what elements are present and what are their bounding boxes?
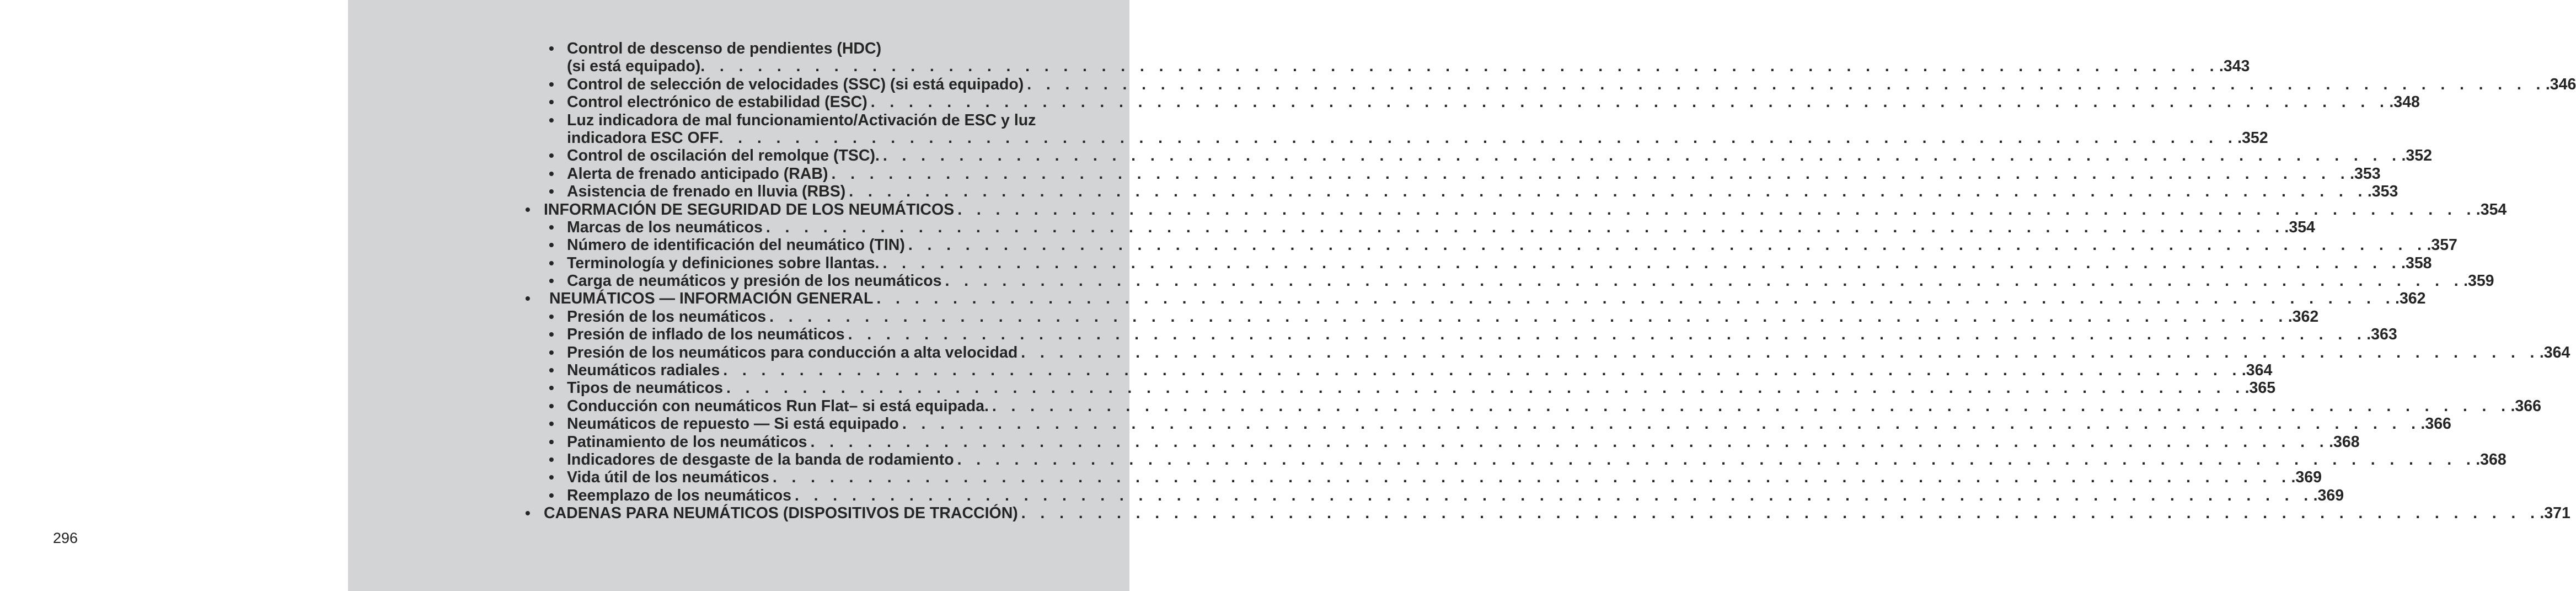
toc-entry-page: .348: [2389, 93, 2420, 111]
toc-entry-page: .346: [2545, 75, 2576, 93]
bullet-icon: •: [549, 361, 554, 379]
toc-entry[interactable]: [348, 504, 2570, 523]
dot-leader: . . . . . . . . . . . . . . . . . . . . . . . . . . . . . . . . . . . . . . . . . . . . . . . . . . . . . . . . . . . . . . . . . . . . . . . . . . . . . . . .: [831, 164, 2350, 183]
dot-leader: . . . . . . . . . . . . . . . . . . . . . . . . . . . . . . . . . . . . . . . . . . . . . . . . . . . . . . . . . . . . . . . . . . . . . . . . . . . . . . . .: [769, 307, 2288, 326]
dot-leader: . . . . . . . . . . . . . . . . . . . . . . . . . . . . . . . . . . . . . . . . . . . . . . . . . . . . . . . . . . . . . . . . . . . . . . . . . . . . . . . .: [1021, 504, 2540, 523]
dot-leader: . . . . . . . . . . . . . . . . . . . . . . . . . . . . . . . . . . . . . . . . . . . . . . . . . . . . . . . . . . . . . . . . . . . . . . . . . . . . . . . .: [795, 486, 2313, 504]
dot-leader: . . . . . . . . . . . . . . . . . . . . . . . . . . . . . . . . . . . . . . . . . . . . . . . . . . . . . . . . . . . . . . . . . . . . . . . . . . . . . . . .: [876, 290, 2396, 308]
toc-entry-label: Neumáticos de repuesto — Si está equipado: [567, 415, 899, 433]
toc-entry[interactable]: [348, 93, 2420, 111]
bullet-icon: •: [549, 254, 554, 271]
toc-entry-page: .362: [2395, 290, 2426, 308]
toc-entry-content: [567, 272, 2494, 290]
toc-entry-content: [544, 504, 2570, 523]
toc-entry-content: [549, 290, 2426, 308]
toc-entry[interactable]: [348, 164, 2381, 183]
toc-entry-page: .364: [2539, 343, 2570, 361]
toc-entry-label: Carga de neumáticos y presión de los neumáticos: [567, 272, 942, 290]
toc-entry-content: [567, 254, 2432, 272]
toc-entry-page: .343: [2219, 57, 2250, 76]
toc-entry-label: NEUMÁTICOS — INFORMACIÓN GENERAL: [549, 290, 874, 308]
dot-leader: . . . . . . . . . . . . . . . . . . . . . . . . . . . . . . . . . . . . . . . . . . . . . . . . . . . . . . . . . . . . . . . . . . . . . . . . . . . . . . . .: [765, 218, 2285, 236]
toc-entry[interactable]: [348, 307, 2319, 326]
toc-entry-page: .368: [2329, 433, 2360, 451]
toc-entry-page: .359: [2463, 272, 2494, 290]
toc-entry-label: Neumáticos radiales: [567, 361, 720, 380]
bullet-icon: •: [549, 183, 554, 200]
toc-entry-page: .366: [2420, 415, 2451, 433]
toc-entry-content: [567, 93, 2420, 111]
toc-entry-label: Marcas de los neumáticos: [567, 218, 763, 236]
bullet-icon: •: [549, 343, 554, 361]
toc-entry[interactable]: [348, 343, 2570, 361]
toc-entry[interactable]: [348, 254, 2432, 272]
toc-entry-content: [567, 397, 2541, 415]
dot-leader: . . . . . . . . . . . . . . . . . . . . . . . . . . . . . . . . . . . . . . . . . . . . . . . . . . . . . . . . . . . . . . . . . . . . . . . . . . . . . . . .: [723, 361, 2242, 380]
toc-entry-content: [567, 307, 2319, 326]
toc-entry[interactable]: [348, 397, 2541, 415]
dot-leader: . . . . . . . . . . . . . . . . . . . . . . . . . . . . . . . . . . . . . . . . . . . . . . . . . . . . . . . . . . . . . . . . . . . . . . . . . . . . . . . .: [700, 57, 2219, 76]
toc-entry-content: [567, 218, 2315, 236]
toc-entry-label: Patinamiento de los neumáticos: [567, 433, 807, 451]
toc-entry-label: Control de oscilación del remolque (TSC).: [567, 147, 880, 165]
dot-leader: . . . . . . . . . . . . . . . . . . . . . . . . . . . . . . . . . . . . . . . . . . . . . . . . . . . . . . . . . . . . . . . . . . . . . . . . . . . . . . . .: [1027, 75, 2546, 93]
bullet-icon: •: [549, 433, 554, 450]
toc-entry-content: [567, 40, 1092, 57]
bullet-icon: •: [549, 147, 554, 164]
bullet-icon: •: [549, 486, 554, 504]
dot-leader: . . . . . . . . . . . . . . . . . . . . . . . . . . . . . . . . . . . . . . . . . . . . . . . . . . . . . . . . . . . . . . . . . . . . . . . . . . . . . . . .: [1021, 343, 2540, 361]
bullet-icon: •: [549, 272, 554, 290]
toc-entry-label: Luz indicadora de mal funcionamiento/Activación de ESC y luz: [567, 111, 1036, 129]
toc-entry[interactable]: [348, 40, 1129, 57]
toc-entry-page: .368: [2476, 450, 2507, 468]
bullet-icon: •: [549, 111, 554, 129]
toc-entry-content: [567, 111, 1092, 129]
dot-leader: . . . . . . . . . . . . . . . . . . . . . . . . . . . . . . . . . . . . . . . . . . . . . . . . . . . . . . . . . . . . . . . . . . . . . . . . . . . . . . . .: [719, 129, 2238, 147]
table-of-contents: [348, 40, 2576, 523]
toc-entry-content: [567, 236, 2457, 254]
toc-entry-page: .358: [2401, 254, 2432, 272]
toc-entry[interactable]: [348, 361, 2273, 380]
toc-entry[interactable]: [348, 75, 2576, 93]
toc-entry-label: Control de selección de velocidades (SSC) (si está equipado): [567, 75, 1024, 93]
toc-entry-page: .352: [2237, 129, 2268, 147]
dot-leader: . . . . . . . . . . . . . . . . . . . . . . . . . . . . . . . . . . . . . . . . . . . . . . . . . . . . . . . . . . . . . . . . . . . . . . . . . . . . . . . .: [908, 236, 2427, 254]
toc-entry-label: (si está equipado): [567, 57, 701, 76]
dot-leader: . . . . . . . . . . . . . . . . . . . . . . . . . . . . . . . . . . . . . . . . . . . . . . . . . . . . . . . . . . . . . . . . . . . . . . . . . . . . . . . .: [848, 326, 2367, 344]
toc-entry[interactable]: [348, 290, 2426, 308]
toc-entry-label: Tipos de neumáticos: [567, 379, 723, 397]
dot-leader: . . . . . . . . . . . . . . . . . . . . . . . . . . . . . . . . . . . . . . . . . . . . . . . . . . . . . . . . . . . . . . . . . . . . . . . . . . . . . . . .: [945, 272, 2464, 290]
toc-entry-page: .366: [2510, 397, 2541, 415]
bullet-icon: •: [549, 415, 554, 433]
toc-entry[interactable]: [348, 200, 2507, 219]
toc-entry-content: [567, 147, 2432, 165]
bullet-icon: •: [549, 450, 554, 468]
toc-entry[interactable]: [348, 218, 2315, 236]
toc-entry-page: .363: [2366, 326, 2397, 344]
toc-entry-label: Presión de inflado de los neumáticos: [567, 326, 845, 344]
toc-entry-page: .369: [2291, 468, 2322, 487]
toc-entry-label: indicadora ESC OFF: [567, 129, 719, 147]
toc-entry-label: Asistencia de frenado en lluvia (RBS): [567, 183, 846, 201]
toc-entry-label: Terminología y definiciones sobre llantas.: [567, 254, 880, 272]
toc-entry[interactable]: [348, 486, 2344, 504]
toc-entry-label: CADENAS PARA NEUMÁTICOS (DISPOSITIVOS DE TRACCIÓN): [544, 504, 1018, 523]
bullet-icon: •: [525, 200, 531, 218]
left-page: [0, 0, 348, 591]
toc-entry-content: [567, 343, 2570, 361]
toc-entry-page: .364: [2241, 361, 2273, 380]
toc-entry[interactable]: [348, 433, 2360, 451]
toc-entry-label: Alerta de frenado anticipado (RAB): [567, 164, 828, 183]
dot-leader: . . . . . . . . . . . . . . . . . . . . . . . . . . . . . . . . . . . . . . . . . . . . . . . . . . . . . . . . . . . . . . . . . . . . . . . . . . . . . . . .: [902, 415, 2421, 433]
toc-entry[interactable]: [348, 326, 2397, 344]
toc-entry-content: [567, 415, 2451, 433]
toc-entry-page: .357: [2427, 236, 2457, 254]
bullet-icon: •: [549, 397, 554, 414]
dot-leader: . . . . . . . . . . . . . . . . . . . . . . . . . . . . . . . . . . . . . . . . . . . . . . . . . . . . . . . . . . . . . . . . . . . . . . . . . . . . . . . .: [992, 397, 2511, 415]
toc-entry-content: [567, 486, 2344, 504]
toc-entry-content: [567, 450, 2507, 468]
toc-entry-content: [567, 379, 2276, 397]
dot-leader: . . . . . . . . . . . . . . . . . . . . . . . . . . . . . . . . . . . . . . . . . . . . . . . . . . . . . . . . . . . . . . . . . . . . . . . . . . . . . . . .: [870, 93, 2390, 111]
toc-entry-page: .369: [2313, 486, 2344, 504]
toc-entry-page: .354: [2476, 200, 2507, 219]
dot-leader: . . . . . . . . . . . . . . . . . . . . . . . . . . . . . . . . . . . . . . . . . . . . . . . . . . . . . . . . . . . . . . . . . . . . . . . . . . . . . . . .: [726, 379, 2245, 397]
bullet-icon: •: [525, 290, 531, 307]
bullet-icon: •: [549, 236, 554, 254]
bullet-icon: •: [549, 379, 554, 397]
bullet-icon: •: [549, 326, 554, 343]
dot-leader: . . . . . . . . . . . . . . . . . . . . . . . . . . . . . . . . . . . . . . . . . . . . . . . . . . . . . . . . . . . . . . . . . . . . . . . . . . . . . . . .: [882, 147, 2402, 165]
toc-entry[interactable]: [348, 379, 2276, 397]
toc-entry-page: .352: [2401, 147, 2432, 165]
bullet-icon: •: [549, 468, 554, 486]
toc-entry[interactable]: [348, 111, 1129, 129]
toc-entry-content: [567, 57, 2250, 76]
page-number: 296: [53, 530, 78, 546]
toc-entry-content: [567, 326, 2397, 344]
toc-entry-label: Conducción con neumáticos Run Flat– si está equipada.: [567, 397, 989, 415]
dot-leader: . . . . . . . . . . . . . . . . . . . . . . . . . . . . . . . . . . . . . . . . . . . . . . . . . . . . . . . . . . . . . . . . . . . . . . . . . . . . . . . .: [810, 433, 2329, 451]
toc-entry-content: [567, 75, 2576, 93]
right-page: [348, 0, 2576, 591]
toc-entry-label: INFORMACIÓN DE SEGURIDAD DE LOS NEUMÁTICOS: [544, 200, 955, 219]
bullet-icon: •: [525, 504, 531, 522]
toc-entry-page: .371: [2540, 504, 2570, 523]
bullet-icon: •: [549, 75, 554, 93]
dot-leader: . . . . . . . . . . . . . . . . . . . . . . . . . . . . . . . . . . . . . . . . . . . . . . . . . . . . . . . . . . . . . . . . . . . . . . . . . . . . . . . .: [882, 254, 2402, 272]
bullet-icon: •: [549, 93, 554, 111]
toc-entry-page: .353: [2367, 183, 2398, 201]
dot-leader: . . . . . . . . . . . . . . . . . . . . . . . . . . . . . . . . . . . . . . . . . . . . . . . . . . . . . . . . . . . . . . . . . . . . . . . . . . . . . . . .: [957, 200, 2476, 219]
toc-entry-content: [567, 361, 2273, 380]
toc-entry[interactable]: [348, 468, 2322, 487]
bullet-icon: •: [549, 40, 554, 57]
toc-entry-content: [567, 433, 2360, 451]
toc-entry[interactable]: [348, 415, 2451, 433]
toc-entry-page: .362: [2288, 307, 2319, 326]
dot-leader: . . . . . . . . . . . . . . . . . . . . . . . . . . . . . . . . . . . . . . . . . . . . . . . . . . . . . . . . . . . . . . . . . . . . . . . . . . . . . . . .: [772, 468, 2291, 487]
toc-entry-page: .365: [2245, 379, 2276, 397]
bullet-icon: •: [549, 218, 554, 236]
toc-entry[interactable]: [348, 272, 2494, 290]
toc-entry-label: Reemplazo de los neumáticos: [567, 486, 792, 504]
toc-entry-label: Indicadores de desgaste de la banda de rodamiento: [567, 450, 954, 468]
dot-leader: . . . . . . . . . . . . . . . . . . . . . . . . . . . . . . . . . . . . . . . . . . . . . . . . . . . . . . . . . . . . . . . . . . . . . . . . . . . . . . . .: [957, 450, 2476, 468]
toc-entry[interactable]: [348, 450, 2507, 468]
bullet-icon: •: [549, 307, 554, 325]
toc-entry[interactable]: [348, 129, 2268, 147]
toc-entry-content: [567, 468, 2322, 487]
bullet-icon: •: [549, 164, 554, 182]
toc-entry-page: .354: [2284, 218, 2315, 236]
toc-entry-page: .353: [2350, 164, 2381, 183]
toc-entry-label: Vida útil de los neumáticos: [567, 468, 769, 487]
toc-entry-label: Presión de los neumáticos: [567, 307, 767, 326]
dot-leader: . . . . . . . . . . . . . . . . . . . . . . . . . . . . . . . . . . . . . . . . . . . . . . . . . . . . . . . . . . . . . . . . . . . . . . . . . . . . . . . .: [849, 183, 2368, 201]
toc-entry-label: Control electrónico de estabilidad (ESC): [567, 93, 867, 111]
toc-entry-content: [544, 200, 2507, 219]
toc-entry-content: [567, 129, 2268, 147]
toc-entry[interactable]: [348, 236, 2457, 254]
toc-entry-content: [567, 183, 2398, 201]
toc-entry-content: [567, 164, 2381, 183]
toc-entry[interactable]: [348, 57, 2250, 76]
toc-entry-label: Número de identificación del neumático (TIN): [567, 236, 905, 254]
toc-entry[interactable]: [348, 183, 2398, 201]
toc-entry-label: Presión de los neumáticos para conducción a alta velocidad: [567, 343, 1018, 361]
toc-entry[interactable]: [348, 147, 2432, 165]
toc-entry-label: Control de descenso de pendientes (HDC): [567, 40, 882, 57]
